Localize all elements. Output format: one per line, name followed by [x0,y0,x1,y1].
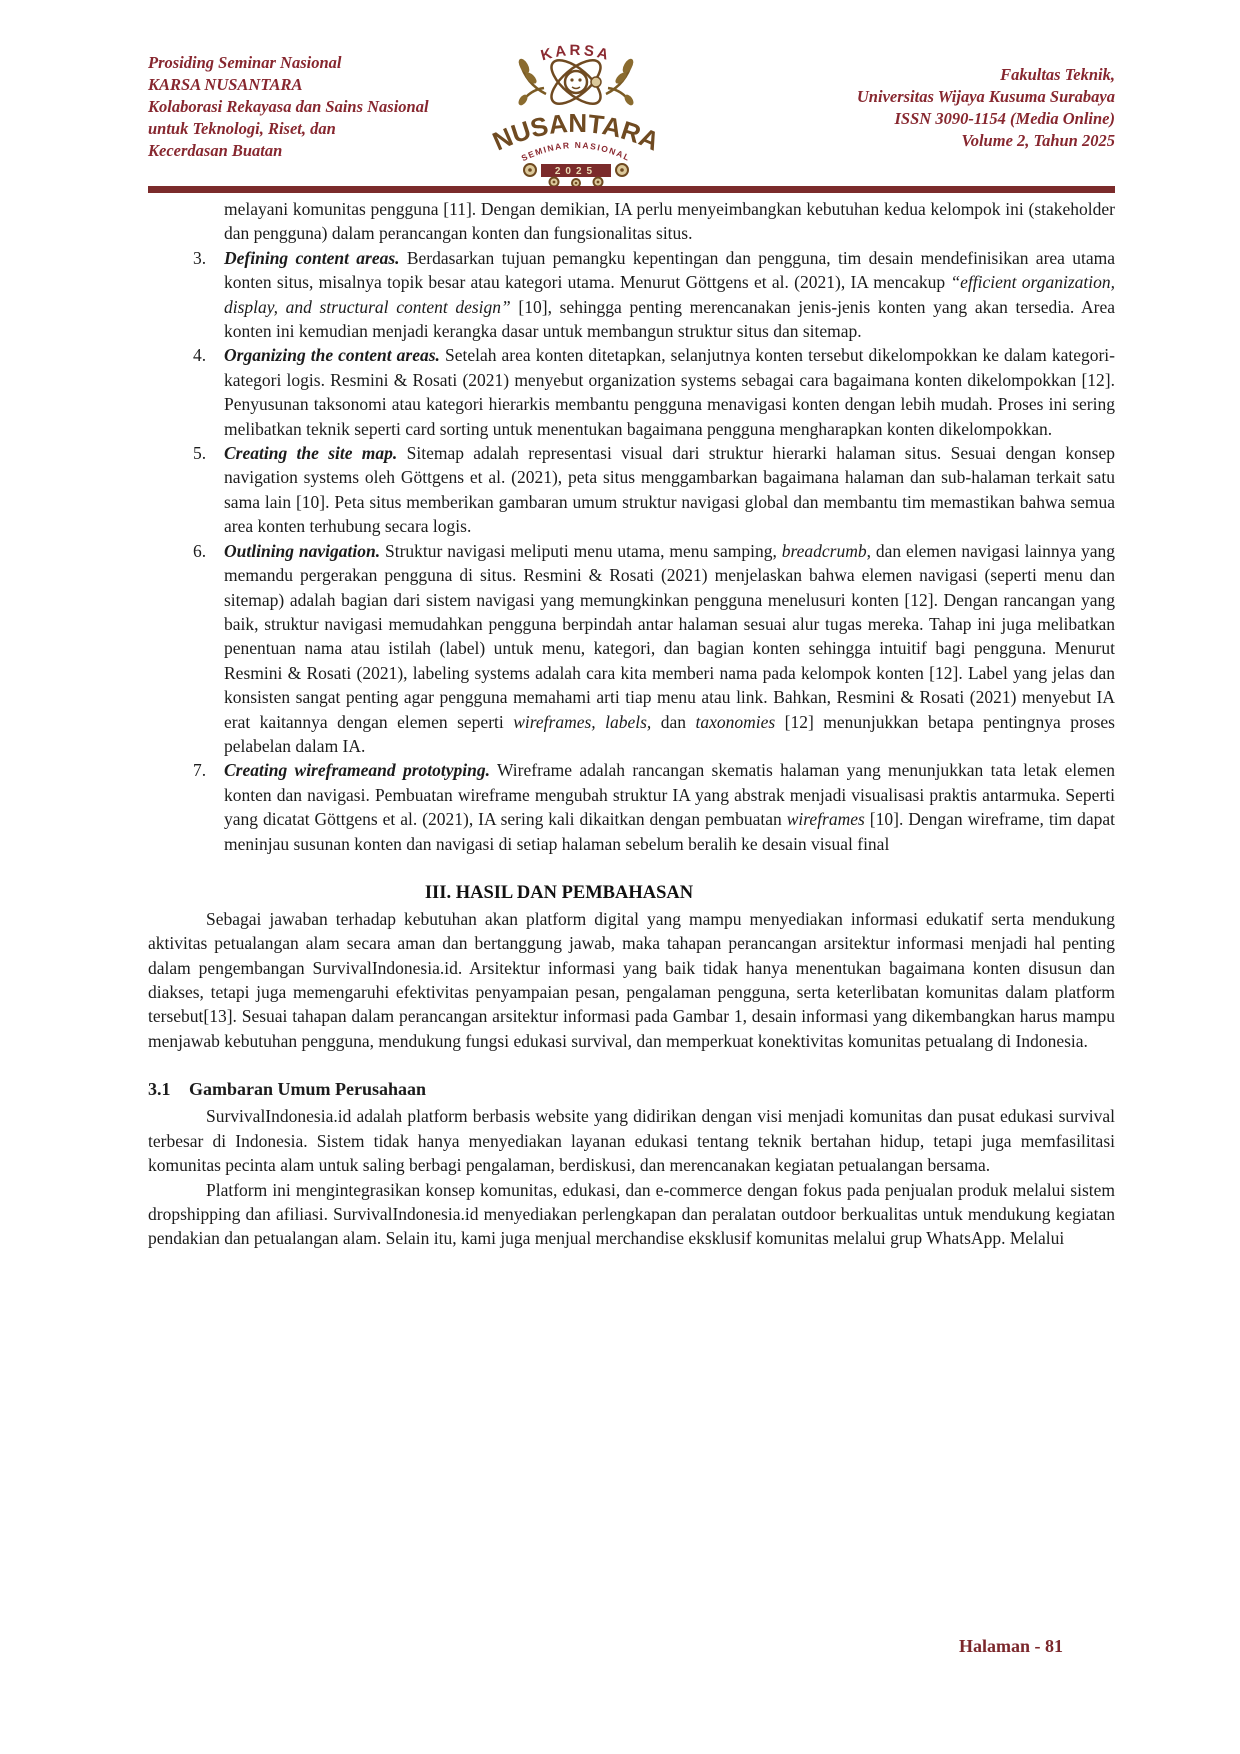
list-item-text: Creating the site map. Sitemap adalah representasi visual dari struktur hierarki halaman situs. Sesuai dengan konsep navigation systems oleh Göttgens et al. (2021), peta situs menggambarkan bagaimana halaman dan sub-halaman terkait satu sama lain [10]. Peta situs memberikan gambaran umum struktur navigasi global dan membantu tim memastikan bahwa semua area konten terhubung secara logis. [224,443,1116,537]
header-left-block [148,52,478,162]
logo-year: 2025 [554,166,598,177]
list-item [148,343,1115,441]
header-left-line: Prosiding Seminar Nasional [148,53,342,72]
logo-face-eye [570,78,573,81]
page-content [148,197,1115,1251]
paragraph: SurvivalIndonesia.id adalah platform berbasis website yang didirikan dengan visi menjadi komunitas dan pusat edukasi survival terbesar di Indonesia. Sistem tidak hanya menyediakan layanan edukasi tentang teknik bertahan hidup, tetapi juga memfasilitasi komunitas pecinta alam untuk saling berbagi pengalaman, berdiskusi, dan merencanakan kegiatan petualangan bersama. [148,1106,1115,1176]
list-item-lead: Defining content areas. [224,247,400,268]
section-heading: III. HASIL DAN PEMBAHASAN [424,882,694,903]
logo-top-text: KARSA [538,41,614,65]
header-right-line: Universitas Wijaya Kusuma Surabaya [856,86,1115,106]
numbered-list [148,246,1115,856]
list-item-text: Creating wireframeand prototyping. Wireframe adalah rancangan skematis halaman yang menunjukkan tata letak elemen konten dan navigasi. Pembuatan wireframe mengubah struktur IA yang abstrak menjadi visualisasi praktis antarmuka. Seperti yang dicatat Göttgens et al. (2021), IA sering kali dikaitkan dengan pembuatan wireframes [10]. Dengan wireframe, tim dapat meninjau susunan konten dan navigasi di setiap halaman sebelum beralih ke desain visual final [224,760,1115,854]
list-item [148,758,1115,856]
logo-face-mouth [572,87,580,89]
header-right-line: ISSN 3090-1154 (Media Online) [894,108,1115,128]
logo-sub-text: SEMINAR NASIONAL [519,139,633,164]
list-item-number: 3. [193,247,207,268]
list-item-lead: Creating the site map. [224,443,398,464]
subsection-heading [148,1077,1115,1102]
list-item-number: 7. [193,760,207,781]
karsa-nusantara-logo [486,28,666,186]
list-item-lead: Outlining navigation. [224,540,381,561]
logo-main-text: NUSANTARA [488,107,664,157]
logo-dot [591,77,601,87]
header-left-line: Kecerdasan Buatan [148,140,283,160]
list-item-number: 5. [193,443,207,464]
list-item [148,441,1115,539]
header-left-line: Kolaborasi Rekayasa dan Sains Nasional [148,96,429,116]
list-item [148,539,1115,759]
logo-graphic [486,28,666,186]
list-item-number: 6. [193,540,207,561]
list-item-lead: Creating wireframeand prototyping. [224,760,490,781]
svg-text:SEMINAR NASIONAL [520,140,633,163]
company-paragraphs [148,1104,1115,1250]
subsection-number: 3.1 [148,1079,171,1100]
list-item-number: 4. [193,345,207,366]
header-right-line: Fakultas Teknik, [1000,65,1115,84]
header-divider [148,186,1115,193]
page-number [959,1636,1063,1657]
list-item-lead: Organizing the content areas. [224,345,440,366]
list-item [148,246,1115,344]
logo-flourishes [520,62,632,102]
list-item-text: Defining content areas. Berdasarkan tujuan pemangku kepentingan dan pengguna, tim desain mendefinisikan area utama konten situs, misalnya topik besar atau kategori utama. Menurut Göttgens et al. (2021), IA mencakup “efficient organization, display, and structural content design” [10], sehingga penting merencanakan jenis-jenis konten yang akan tersedia. Area konten ini kemudian menjadi kerangka dasar untuk membangun struktur situs dan sitemap. [224,247,1115,342]
svg-text:KARSA [539,42,613,64]
list-continuation-paragraph: melayani komunitas pengguna [11]. Dengan demikian, IA perlu menyeimbangkan kebutuhan kedua kelompok ini (stakeholder dan pengguna) dalam perancangan konten dan fungsionalitas situs. [224,199,1115,244]
header-left-line: KARSA NUSANTARA [148,74,303,94]
logo-face-eye [578,78,581,81]
section-paragraph: Sebagai jawaban terhadap kebutuhan akan platform digital yang mampu menyediakan informasi edukatif serta mendukung aktivitas petualangan alam secara aman dan bertanggung jawab, maka tahapan perancangan arsitektur informasi menjadi hal penting dalam pengembangan SurvivalIndonesia.id. Arsitektur informasi yang baik tidak hanya menentukan bagaimana konten disusun dan diakses, tetapi juga memengaruhi efektivitas penyampaian pesan, pengalaman pengguna, serta keterlibatan komunitas dalam platform tersebut[13]. Sesuai tahapan dalam perancangan arsitektur informasi pada Gambar 1, desain informasi yang dikembangkan harus mampu menjawab kebutuhan pengguna, mendukung fungsi edukasi survival, dan memperkuat konektivitas komunitas petualang di Indonesia. [148,908,1115,1051]
subsection-title: Gambaran Umum Perusahaan [189,1079,427,1100]
list-item-text: Organizing the content areas. Setelah area konten ditetapkan, selanjutnya konten tersebut dikelompokkan ke dalam kategori-kategori logis. Resmini & Rosati (2021) menyebut organization systems sebagai cara bagaimana konten dikelompokkan [12]. Penyusunan taksonomi atau kategori hierarkis membantu pengguna menavigasi konten dengan lebih mudah. Proses ini sering melibatkan teknik seperti card sorting untuk menentukan bagaimana pengguna mengharapkan konten dikelompokkan. [224,345,1115,439]
header-left-line: untuk Teknologi, Riset, dan [148,118,336,138]
paragraph: Platform ini mengintegrasikan konsep komunitas, edukasi, dan e-commerce dengan fokus pada penjualan produk melalui sistem dropshipping dan afiliasi. SurvivalIndonesia.id menyediakan perlengkapan dan peralatan outdoor berkualitas untuk mendukung kegiatan pendakian dan petualangan alam. Selain itu, kami juga menjual merchandise eksklusif komunitas melalui grup WhatsApp. Melalui [148,1179,1115,1249]
page-number-label: Halaman - 81 [958,1636,1063,1656]
header-right-block [675,64,1115,152]
header-right-line: Volume 2, Tahun 2025 [961,130,1115,150]
list-item-text: Outlining navigation. Struktur navigasi meliputi menu utama, menu samping, breadcrumb, dan elemen navigasi lainnya yang memandu pergerakan pengguna di situs. Resmini & Rosati (2021) menjelaskan bahwa elemen navigasi (seperti menu dan sitemap) adalah bagian dari sistem navigasi yang memungkinkan pengguna menelusuri konten [12]. Dengan rancangan yang baik, struktur navigasi memudahkan pengguna berpindah antar halaman sesuai alur tugas mereka. Tahap ini juga melibatkan penentuan nama atau istilah (label) untuk menu, kategori, dan bagian konten sehingga intuitif bagi pengguna. Menurut Resmini & Rosati (2021), labeling systems adalah cara kita memberi nama pada kelompok konten [12]. Label yang jelas dan konsisten sangat penting agar pengguna memahami arti tiap menu atau link. Bahkan, Resmini & Rosati (2021) menyebut IA erat kaitannya dengan elemen seperti wireframes, labels, dan taxonomies [12] menunjukkan betapa pentingnya proses pelabelan dalam IA. [224,540,1116,756]
